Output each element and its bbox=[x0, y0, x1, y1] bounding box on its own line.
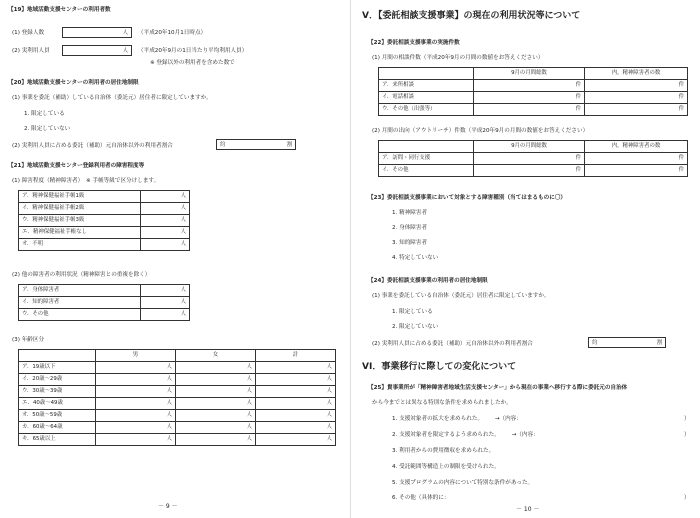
table-header-row bbox=[19, 350, 336, 362]
s24-option-2[interactable]: 2. 限定していない bbox=[392, 324, 439, 330]
total-cell[interactable]: 件 bbox=[474, 165, 585, 177]
s25-option-1[interactable] bbox=[392, 416, 522, 422]
table-header-row bbox=[379, 68, 688, 80]
ratio-unit: 割 bbox=[656, 340, 662, 346]
female-cell[interactable]: 人 bbox=[176, 422, 256, 434]
section-19-title: 【19】地域活動支援センターの利用者数 bbox=[8, 7, 111, 13]
table-row bbox=[379, 92, 688, 104]
female-cell[interactable]: 人 bbox=[176, 386, 256, 398]
s20-question-2: (2) 実利用人員に占める委託（補助）元自治体以外の利用者割合 bbox=[12, 143, 173, 149]
row-label: ウ．その他 bbox=[19, 309, 141, 321]
section-25-title: 【25】貴事業所が「精神障害者地域生活支援センター」から現在の事業へ移行する際に委託元の自治体 bbox=[368, 385, 628, 391]
registered-count-field[interactable] bbox=[62, 27, 132, 38]
total-cell[interactable]: 人 bbox=[256, 398, 336, 410]
row-label: オ．50歳～59歳 bbox=[19, 410, 96, 422]
total-cell[interactable]: 人 bbox=[256, 374, 336, 386]
table-row bbox=[19, 410, 336, 422]
count-cell[interactable]: 人 bbox=[141, 309, 190, 321]
table-row bbox=[19, 285, 190, 297]
actual-users-note-2: ※ 登録以外の利用者を含めた数で bbox=[150, 60, 235, 66]
table-row bbox=[379, 80, 688, 92]
s20-option-2[interactable]: 2. 限定していない bbox=[24, 126, 71, 132]
outreach-count-table bbox=[378, 140, 688, 177]
section-21-title: 【21】地域活動支援センター登録利用者の障害程度等 bbox=[8, 163, 145, 169]
table-row bbox=[19, 422, 336, 434]
mental-cell[interactable]: 件 bbox=[585, 165, 688, 177]
s20-ratio-field[interactable] bbox=[216, 139, 296, 150]
option-text: 1. 支援対象者の拡大を求められた。 bbox=[392, 416, 484, 422]
row-label: ア．身体障害者 bbox=[19, 285, 141, 297]
row-label: ア．来所相談 bbox=[379, 80, 474, 92]
total-cell[interactable]: 人 bbox=[256, 434, 336, 446]
row-label: ア．訪問・同行支援 bbox=[379, 153, 474, 165]
row-label: イ．精神保健福祉手帳2級 bbox=[19, 203, 141, 215]
s25-option-2-close: ） bbox=[684, 432, 690, 438]
actual-users-note: （平成20年9月の1日当たり平均利用人員） bbox=[138, 48, 248, 54]
table-row bbox=[19, 398, 336, 410]
male-cell[interactable]: 人 bbox=[96, 422, 176, 434]
disability-grade-table bbox=[18, 190, 190, 251]
ratio-unit: 割 bbox=[286, 142, 292, 148]
total-cell[interactable]: 人 bbox=[256, 410, 336, 422]
total-cell[interactable]: 人 bbox=[256, 386, 336, 398]
actual-users-field[interactable] bbox=[62, 45, 132, 56]
s25-option-5[interactable]: 5. 支援プログラムの内容について特別な条件があった。 bbox=[392, 480, 534, 486]
row-label: ア．19歳以下 bbox=[19, 362, 96, 374]
s21-question-2: (2) 他の障害者の利用状況（精神障害との重複を除く） bbox=[12, 272, 151, 278]
count-cell[interactable]: 人 bbox=[141, 239, 190, 251]
row-label: イ．その他 bbox=[379, 165, 474, 177]
s22-question-2: (2) 月間の出向（アウトリーチ）件数（平成20年9月の月間の数値をお答えください） bbox=[372, 128, 589, 134]
row-label: ウ．精神保健福祉手帳3級 bbox=[19, 215, 141, 227]
section-25-title-2: から今までとは異なる特別な条件を求められましたか。 bbox=[372, 400, 512, 406]
header-total: 計 bbox=[256, 350, 336, 362]
heading-v: V．【委託相談支援事業】の現在の利用状況等について bbox=[362, 11, 581, 21]
s23-option-3[interactable]: 3. 知的障害者 bbox=[392, 240, 428, 246]
section-22-title: 【22】委託相談支援事業の実施件数 bbox=[368, 40, 460, 46]
consultation-count-table bbox=[378, 67, 688, 116]
row-label: イ．20歳～29歳 bbox=[19, 374, 96, 386]
row-label: ウ．30歳～39歳 bbox=[19, 386, 96, 398]
table-row bbox=[19, 227, 190, 239]
count-cell[interactable]: 人 bbox=[141, 227, 190, 239]
option-suffix: →（内容： bbox=[511, 432, 539, 438]
corner-cell bbox=[379, 68, 474, 80]
s25-option-2[interactable] bbox=[392, 432, 539, 438]
header-male: 男 bbox=[96, 350, 176, 362]
total-cell[interactable]: 人 bbox=[256, 362, 336, 374]
ratio-prefix: 約 bbox=[220, 142, 226, 148]
header-mental-count: 内，精神障害者の数 bbox=[585, 141, 688, 153]
corner-cell bbox=[379, 141, 474, 153]
s23-option-1[interactable]: 1. 精神障害者 bbox=[392, 210, 428, 216]
table-row bbox=[19, 386, 336, 398]
female-cell[interactable]: 人 bbox=[176, 398, 256, 410]
header-monthly-total: 9月の月間総数 bbox=[474, 141, 585, 153]
female-cell[interactable]: 人 bbox=[176, 374, 256, 386]
s24-question-1: (1) 事業を委託している自治体（委託元）居住者に限定していますか。 bbox=[372, 293, 550, 299]
page-number-right: － 10 － bbox=[516, 506, 540, 513]
table-row bbox=[19, 434, 336, 446]
male-cell[interactable]: 人 bbox=[96, 362, 176, 374]
header-female: 女 bbox=[176, 350, 256, 362]
table-row bbox=[19, 362, 336, 374]
s24-option-1[interactable]: 1. 限定している bbox=[392, 309, 433, 315]
section-24-title: 【24】委託相談支援事業の利用者の居住地制限 bbox=[368, 278, 488, 284]
total-cell[interactable]: 件 bbox=[474, 92, 585, 104]
male-cell[interactable]: 人 bbox=[96, 386, 176, 398]
female-cell[interactable]: 人 bbox=[176, 362, 256, 374]
s22-question-1: (1) 月間の相談件数（平成20年9月の月間の数値をお答えください） bbox=[372, 55, 544, 61]
mental-cell[interactable]: 件 bbox=[585, 153, 688, 165]
total-cell[interactable]: 件 bbox=[474, 80, 585, 92]
total-cell[interactable]: 件 bbox=[474, 104, 585, 116]
table-row bbox=[379, 104, 688, 116]
count-cell[interactable]: 人 bbox=[141, 285, 190, 297]
row-label: エ．精神保健福祉手帳なし bbox=[19, 227, 141, 239]
table-row bbox=[19, 203, 190, 215]
table-row bbox=[379, 153, 688, 165]
table-row bbox=[19, 215, 190, 227]
s24-ratio-field[interactable] bbox=[588, 337, 666, 348]
s25-option-3[interactable]: 3. 利用者からの費用徴収を求められた。 bbox=[392, 448, 495, 454]
corner-cell bbox=[19, 350, 96, 362]
s25-option-4[interactable]: 4. 受託範囲等構造上の制限を受けられた。 bbox=[392, 464, 500, 470]
table-row bbox=[19, 239, 190, 251]
row-label: オ．不明 bbox=[19, 239, 141, 251]
s24-question-2: (2) 実利用人員に占める委託（補助）元自治体以外の利用者割合 bbox=[372, 341, 533, 347]
count-cell[interactable]: 人 bbox=[141, 215, 190, 227]
section-20-title: 【20】地域活動支援センターの利用者の居住地制限 bbox=[8, 80, 139, 86]
s21-question-1: (1) 障害程度（精神障害者） ※ 手帳等級で区分けします。 bbox=[12, 178, 160, 184]
male-cell[interactable]: 人 bbox=[96, 398, 176, 410]
table-row bbox=[19, 191, 190, 203]
count-cell[interactable]: 人 bbox=[141, 203, 190, 215]
section-23-title: 【23】委託相談支援事業において対象とする障害種別（当てはまるものに〇） bbox=[368, 195, 566, 201]
s25-option-6-close: ） bbox=[684, 495, 690, 501]
total-cell[interactable]: 件 bbox=[474, 153, 585, 165]
count-cell[interactable]: 人 bbox=[141, 191, 190, 203]
row-label: キ．65歳以上 bbox=[19, 434, 96, 446]
header-monthly-total: 9月の月間総数 bbox=[474, 68, 585, 80]
s25-option-6[interactable]: 6. その他（具体的に： bbox=[392, 495, 450, 501]
row-label: イ．電話相談 bbox=[379, 92, 474, 104]
male-cell[interactable]: 人 bbox=[96, 410, 176, 422]
mental-cell[interactable]: 件 bbox=[585, 80, 688, 92]
s21-question-3: (3) 年齢区分 bbox=[12, 337, 45, 343]
page-number-left: － 9 － bbox=[158, 503, 178, 510]
heading-vi: VI．事業移行に際しての変化について bbox=[362, 362, 517, 372]
registered-count-label: (1) 登録人数 bbox=[12, 30, 45, 36]
unit-label: 人 bbox=[122, 48, 128, 54]
header-mental-count: 内，精神障害者の数 bbox=[585, 68, 688, 80]
female-cell[interactable]: 人 bbox=[176, 434, 256, 446]
other-disability-table bbox=[18, 284, 190, 321]
table-header-row bbox=[379, 141, 688, 153]
row-label: イ．知的障害者 bbox=[19, 297, 141, 309]
ratio-prefix: 約 bbox=[592, 340, 598, 346]
female-cell[interactable]: 人 bbox=[176, 410, 256, 422]
s23-option-2[interactable]: 2. 身体障害者 bbox=[392, 225, 428, 231]
table-row bbox=[19, 297, 190, 309]
mental-cell[interactable]: 件 bbox=[585, 92, 688, 104]
table-row bbox=[379, 165, 688, 177]
page-gutter bbox=[350, 0, 351, 518]
total-cell[interactable]: 人 bbox=[256, 422, 336, 434]
option-text: 2. 支援対象者を限定するよう求められた。 bbox=[392, 432, 500, 438]
s23-option-4[interactable]: 4. 特定していない bbox=[392, 255, 439, 261]
age-table bbox=[18, 349, 336, 446]
count-cell[interactable]: 人 bbox=[141, 297, 190, 309]
row-label: カ．60歳～64歳 bbox=[19, 422, 96, 434]
row-label: ウ．その他（出張等） bbox=[379, 104, 474, 116]
male-cell[interactable]: 人 bbox=[96, 434, 176, 446]
option-suffix: →（内容： bbox=[494, 416, 522, 422]
s20-option-1[interactable]: 1. 限定している bbox=[24, 111, 65, 117]
s20-question-1: (1) 事業を委託（補助）している自治体（委託元）居住者に限定していますか。 bbox=[12, 95, 212, 101]
unit-label: 人 bbox=[122, 30, 128, 36]
mental-cell[interactable]: 件 bbox=[585, 104, 688, 116]
row-label: ア．精神保健福祉手帳1級 bbox=[19, 191, 141, 203]
registered-count-note: （平成20年10月1日時点） bbox=[138, 30, 207, 36]
male-cell[interactable]: 人 bbox=[96, 374, 176, 386]
table-row bbox=[19, 309, 190, 321]
actual-users-label: (2) 実利用人員 bbox=[12, 48, 50, 54]
s25-option-1-close: ） bbox=[684, 416, 690, 422]
table-row bbox=[19, 374, 336, 386]
row-label: エ．40歳～49歳 bbox=[19, 398, 96, 410]
